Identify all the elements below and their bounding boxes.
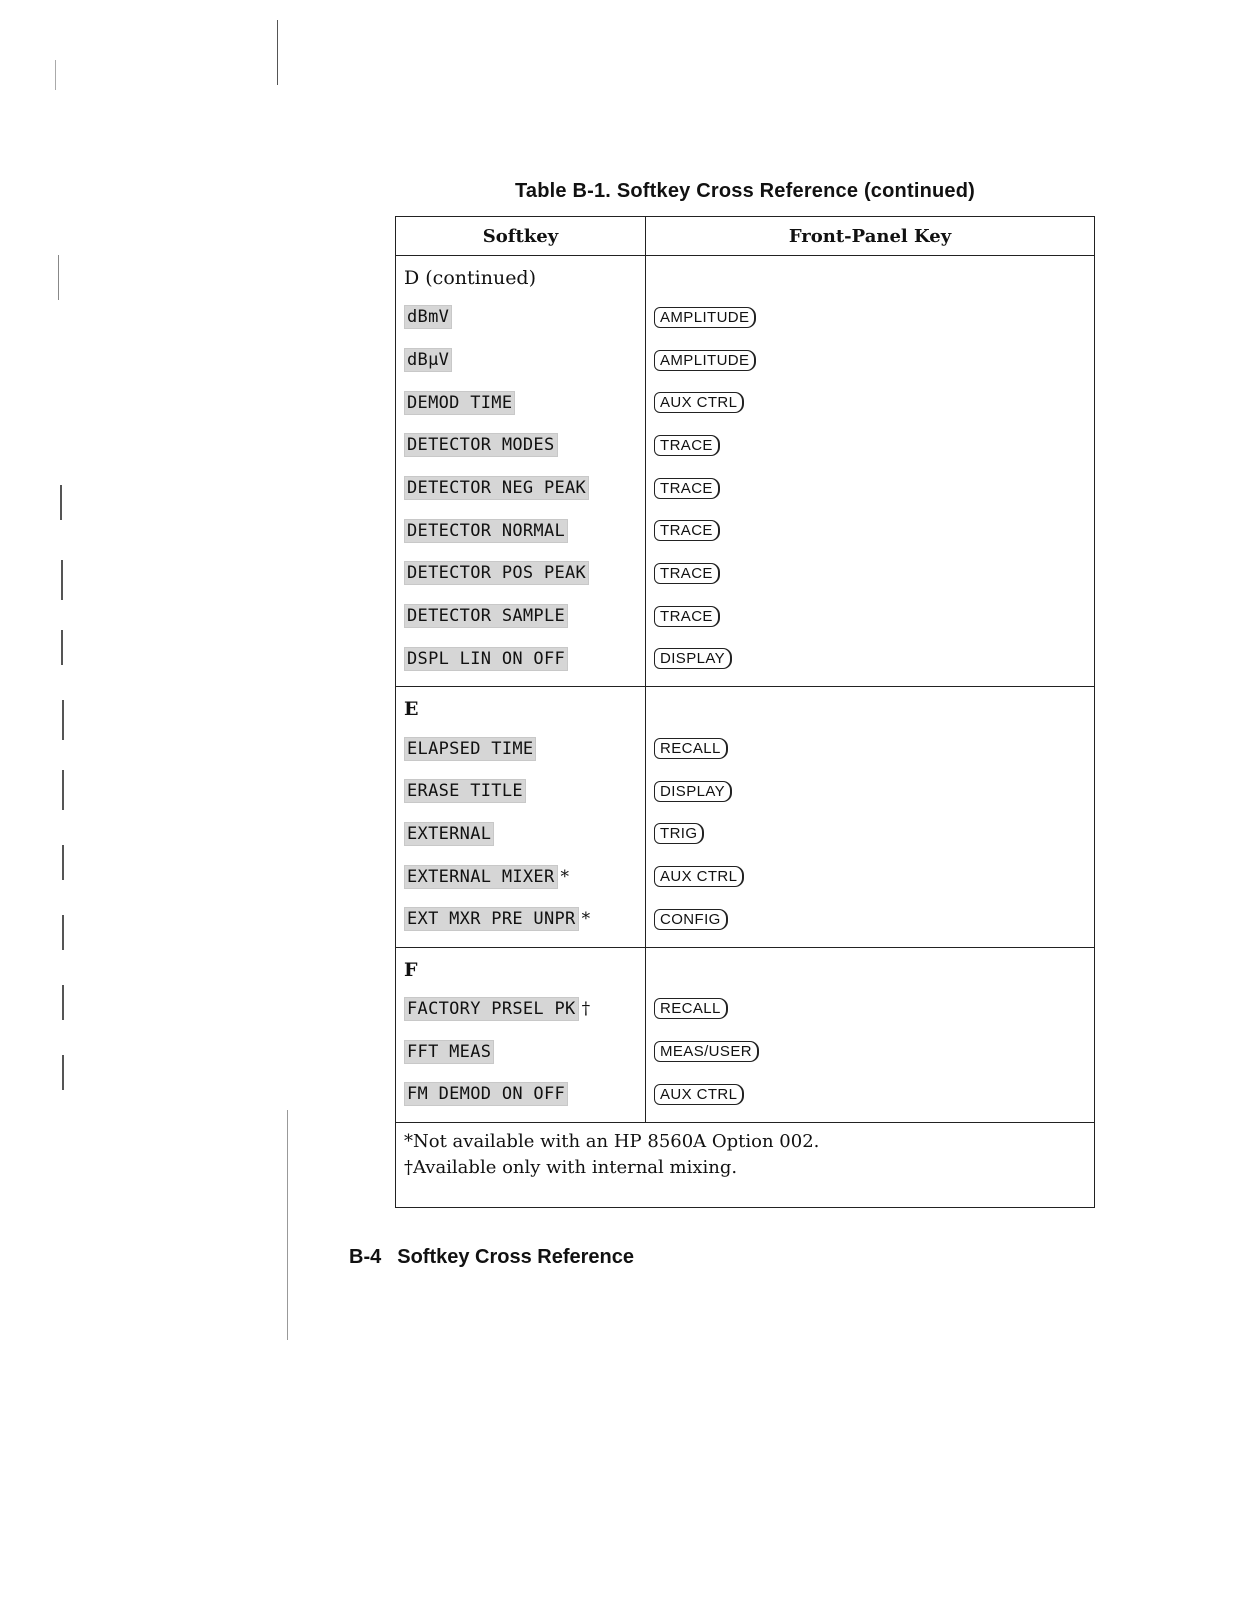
softkey-row — [404, 296, 637, 339]
table-header-row — [396, 217, 1094, 256]
softkey-row — [404, 1073, 637, 1116]
front-panel-key-label: AMPLITUDE — [654, 307, 756, 328]
softkey-label: DSPL LIN ON OFF — [404, 647, 568, 671]
scan-binding-line — [277, 20, 278, 85]
table-title: Table B-1. Softkey Cross Reference (continued) — [514, 180, 976, 202]
softkey-label: FACTORY PRSEL PK — [404, 997, 579, 1021]
front-panel-key-label: AUX CTRL — [654, 866, 744, 887]
softkey-label: EXT MXR PRE UNPR — [404, 907, 579, 931]
front-panel-key-row — [654, 339, 1086, 382]
softkey-row — [404, 467, 637, 510]
softkey-row — [404, 727, 637, 770]
softkey-row — [404, 509, 637, 552]
softkey-row — [404, 638, 637, 681]
scan-edge-mark — [58, 255, 59, 300]
softkey-cell-group — [396, 948, 646, 1122]
front-panel-key-cell-group — [646, 687, 1094, 946]
softkey-row — [404, 813, 637, 856]
softkey-cell-group — [396, 687, 646, 946]
front-panel-key-label: RECALL — [654, 738, 728, 759]
softkey-label: ERASE TITLE — [404, 779, 526, 803]
softkey-row — [404, 552, 637, 595]
softkey-row — [404, 424, 637, 467]
front-panel-key-column-header: Front-Panel Key — [788, 225, 952, 247]
section-heading-spacer — [654, 260, 1086, 296]
softkey-row — [404, 770, 637, 813]
softkey-label: DETECTOR POS PEAK — [404, 561, 589, 585]
scan-edge-mark — [61, 560, 63, 600]
table-section — [396, 948, 1094, 1123]
softkey-row — [404, 898, 637, 941]
front-panel-key-label: TRACE — [654, 563, 720, 584]
section-heading: F — [404, 958, 418, 981]
scan-edge-mark — [55, 60, 56, 90]
front-panel-key-row — [654, 1073, 1086, 1116]
softkey-cross-reference-table — [395, 216, 1095, 1208]
scan-edge-mark — [62, 915, 64, 950]
footnote-mark: * — [581, 909, 591, 930]
softkey-row — [404, 988, 637, 1031]
softkey-label: EXTERNAL MIXER — [404, 865, 558, 889]
front-panel-key-row — [654, 727, 1086, 770]
front-panel-key-row — [654, 855, 1086, 898]
footer-section-title: Softkey Cross Reference — [397, 1246, 635, 1268]
softkey-row — [404, 1030, 637, 1073]
section-heading: E — [404, 698, 419, 721]
front-panel-key-label: AUX CTRL — [654, 1084, 744, 1105]
section-heading-spacer — [654, 691, 1086, 727]
front-panel-key-row — [654, 988, 1086, 1031]
page-number: B-4 — [349, 1246, 382, 1268]
front-panel-key-label: CONFIG — [654, 909, 728, 930]
front-panel-key-row — [654, 770, 1086, 813]
front-panel-key-label: MEAS/USER — [654, 1041, 759, 1062]
softkey-row — [404, 855, 637, 898]
front-panel-key-label: RECALL — [654, 998, 728, 1019]
softkey-label: dBµV — [404, 348, 452, 372]
softkey-label: FFT MEAS — [404, 1040, 494, 1064]
softkey-label: DETECTOR NORMAL — [404, 519, 568, 543]
front-panel-key-row — [654, 1030, 1086, 1073]
front-panel-key-label: TRACE — [654, 606, 720, 627]
front-panel-key-label: TRACE — [654, 478, 720, 499]
table-section — [396, 687, 1094, 947]
front-panel-key-label: TRACE — [654, 435, 720, 456]
front-panel-key-label: AMPLITUDE — [654, 350, 756, 371]
front-panel-key-row — [654, 638, 1086, 681]
section-heading: D (continued) — [404, 267, 537, 289]
front-panel-key-row — [654, 595, 1086, 638]
softkey-label: DETECTOR SAMPLE — [404, 604, 568, 628]
front-panel-key-row — [654, 381, 1086, 424]
front-panel-key-label: TRIG — [654, 823, 704, 844]
scan-edge-mark — [60, 485, 62, 520]
front-panel-key-row — [654, 552, 1086, 595]
front-panel-key-row — [654, 296, 1086, 339]
softkey-label: EXTERNAL — [404, 822, 494, 846]
scan-edge-mark — [62, 845, 64, 880]
table-footnotes — [396, 1123, 1094, 1207]
scan-binding-line — [287, 1110, 288, 1340]
front-panel-key-cell-group — [646, 256, 1094, 686]
softkey-column-header: Softkey — [396, 217, 646, 255]
softkey-label: ELAPSED TIME — [404, 737, 536, 761]
front-panel-key-label: DISPLAY — [654, 781, 732, 802]
front-panel-key-cell-group — [646, 948, 1094, 1122]
table-body — [396, 256, 1094, 1123]
section-heading-spacer — [654, 952, 1086, 988]
scan-edge-mark — [62, 700, 64, 740]
softkey-label: DETECTOR MODES — [404, 433, 558, 457]
softkey-label: dBmV — [404, 305, 452, 329]
front-panel-key-label: DISPLAY — [654, 648, 732, 669]
softkey-row — [404, 381, 637, 424]
softkey-label: FM DEMOD ON OFF — [404, 1082, 568, 1106]
scan-edge-mark — [61, 630, 63, 665]
front-panel-key-row — [654, 424, 1086, 467]
softkey-cell-group — [396, 256, 646, 686]
softkey-row — [404, 339, 637, 382]
front-panel-key-row — [654, 898, 1086, 941]
front-panel-key-label: AUX CTRL — [654, 392, 744, 413]
footnote-mark: † — [581, 998, 591, 1019]
front-panel-key-label: TRACE — [654, 520, 720, 541]
table-section — [396, 256, 1094, 687]
front-panel-key-row — [654, 467, 1086, 510]
softkey-row — [404, 595, 637, 638]
page-footer — [349, 1246, 634, 1269]
scan-edge-mark — [62, 770, 64, 810]
softkey-label: DETECTOR NEG PEAK — [404, 476, 589, 500]
scan-edge-mark — [62, 985, 64, 1020]
front-panel-key-row — [654, 509, 1086, 552]
footnote-internal-mixing: †Available only with internal mixing. — [404, 1156, 738, 1178]
softkey-label: DEMOD TIME — [404, 391, 515, 415]
scan-edge-mark — [62, 1055, 64, 1090]
footnote-mark: * — [560, 866, 569, 887]
footnote-option-002: *Not available with an HP 8560A Option 002. — [404, 1130, 820, 1152]
front-panel-key-row — [654, 813, 1086, 856]
